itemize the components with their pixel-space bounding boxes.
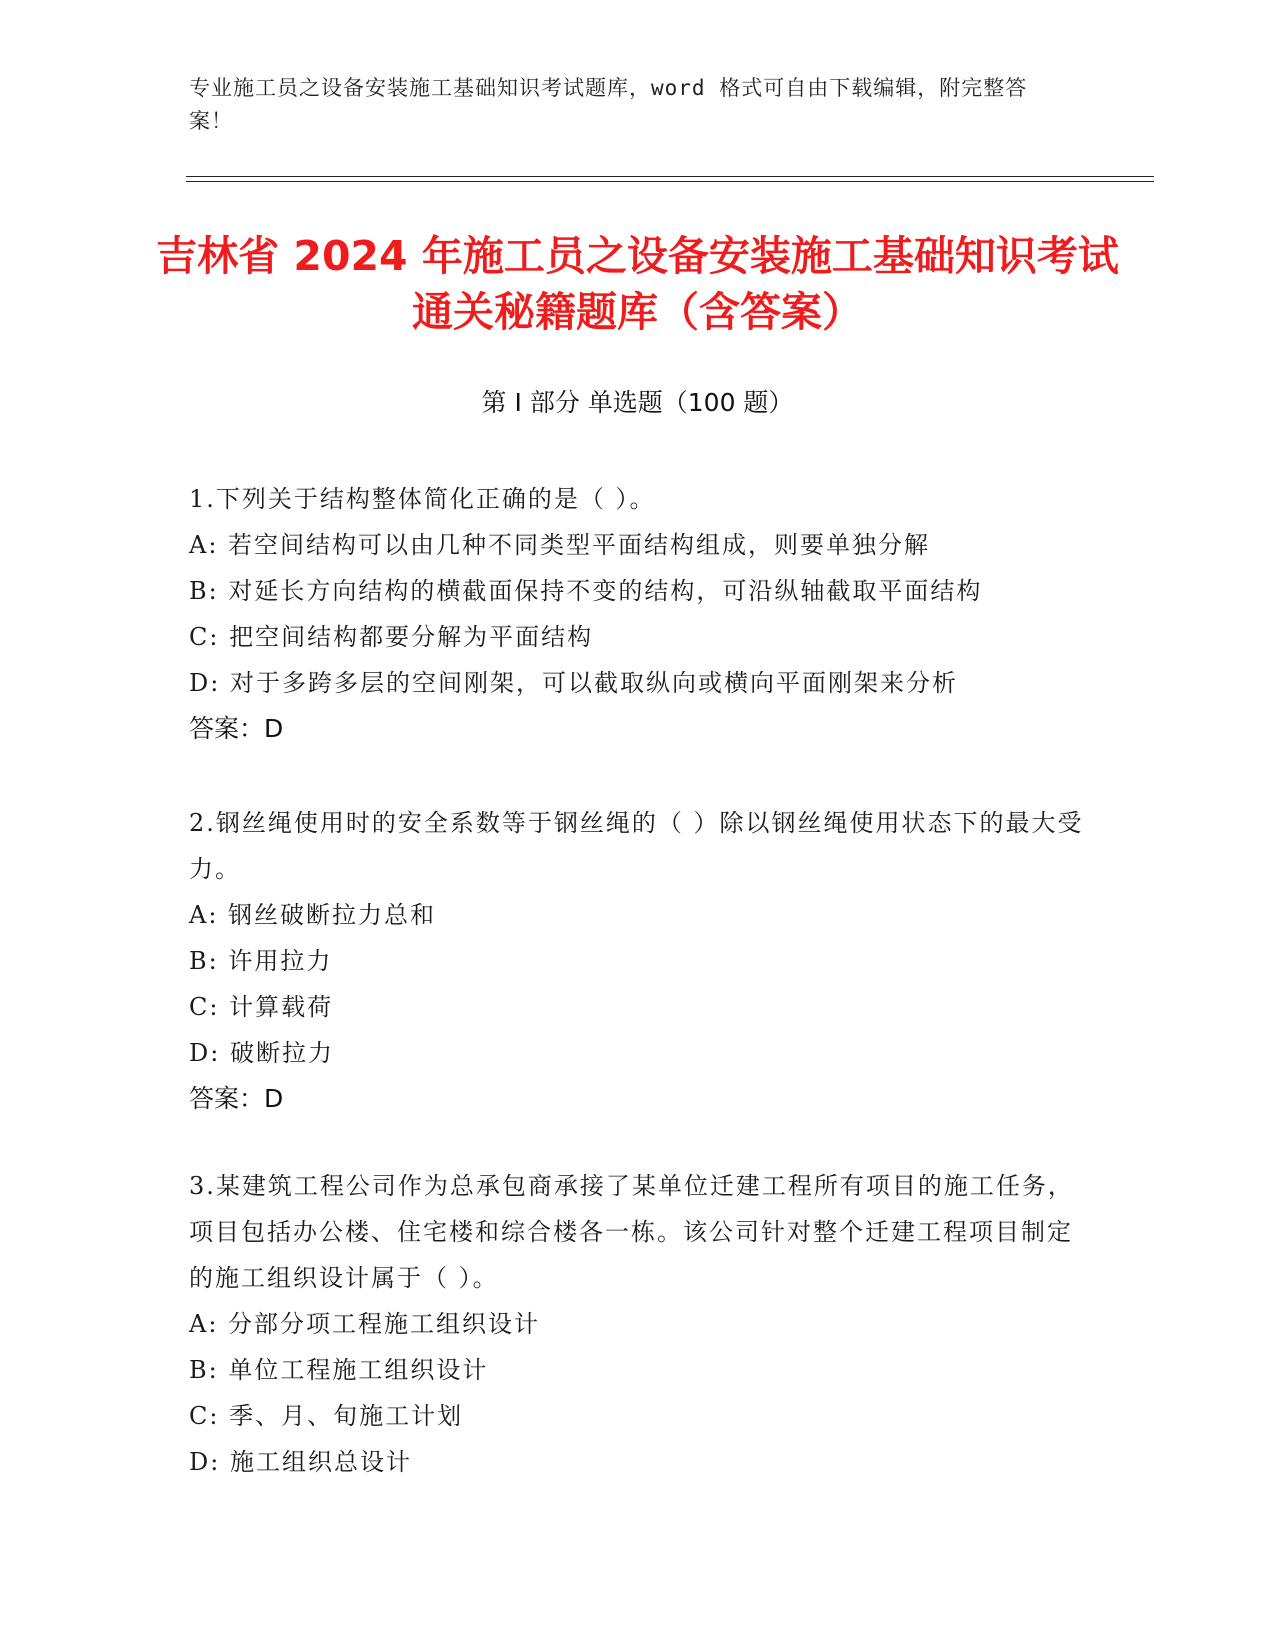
option-a: A: 钢丝破断拉力总和 <box>189 901 437 929</box>
option-d: D: 施工组织总设计 <box>189 1448 412 1476</box>
option-c: C: 计算载荷 <box>189 993 334 1021</box>
option-c: C: 把空间结构都要分解为平面结构 <box>189 623 594 651</box>
option-b: B: 单位工程施工组织设计 <box>189 1356 489 1384</box>
answer-line: 答案：D <box>189 1084 284 1113</box>
option-d: D: 破断拉力 <box>189 1039 334 1067</box>
header-divider-top <box>186 176 1154 177</box>
answer-line: 答案：D <box>189 714 284 743</box>
option-d: D: 对于多跨多层的空间刚架，可以截取纵向或横向平面刚架来分析 <box>189 669 958 697</box>
option-c: C: 季、月、旬施工计划 <box>189 1402 464 1430</box>
option-a: A: 若空间结构可以由几种不同类型平面结构组成，则要单独分解 <box>189 531 931 559</box>
option-b: B: 对延长方向结构的横截面保持不变的结构，可沿纵轴截取平面结构 <box>189 577 983 605</box>
question-3 <box>189 1163 1089 1485</box>
document-title: 吉林省 2024 年施工员之设备安装施工基础知识考试通关秘籍题库（含答案） <box>156 232 1119 336</box>
section-heading: 第 I 部分 单选题（100 题） <box>481 388 794 417</box>
question-stem: 1.下列关于结构整体简化正确的是（ ）。 <box>189 485 656 513</box>
header-note: 专业施工员之设备安装施工基础知识考试题库，word 格式可自由下载编辑，附完整答案！ <box>189 76 1028 133</box>
question-1 <box>189 476 1089 752</box>
option-a: A: 分部分项工程施工组织设计 <box>189 1310 541 1338</box>
question-stem: 2.钢丝绳使用时的安全系数等于钢丝绳的（ ）除以钢丝绳使用状态下的最大受力。 <box>189 809 1084 883</box>
option-b: B: 许用拉力 <box>189 947 333 975</box>
question-2 <box>189 800 1089 1122</box>
question-stem: 3.某建筑工程公司作为总承包商承接了某单位迁建工程所有项目的施工任务，项目包括办公楼、住宅楼和综合楼各一栋。该公司针对整个迁建工程项目制定的施工组织设计属于（ ）。 <box>189 1172 1074 1292</box>
header-divider-bottom <box>186 181 1154 182</box>
